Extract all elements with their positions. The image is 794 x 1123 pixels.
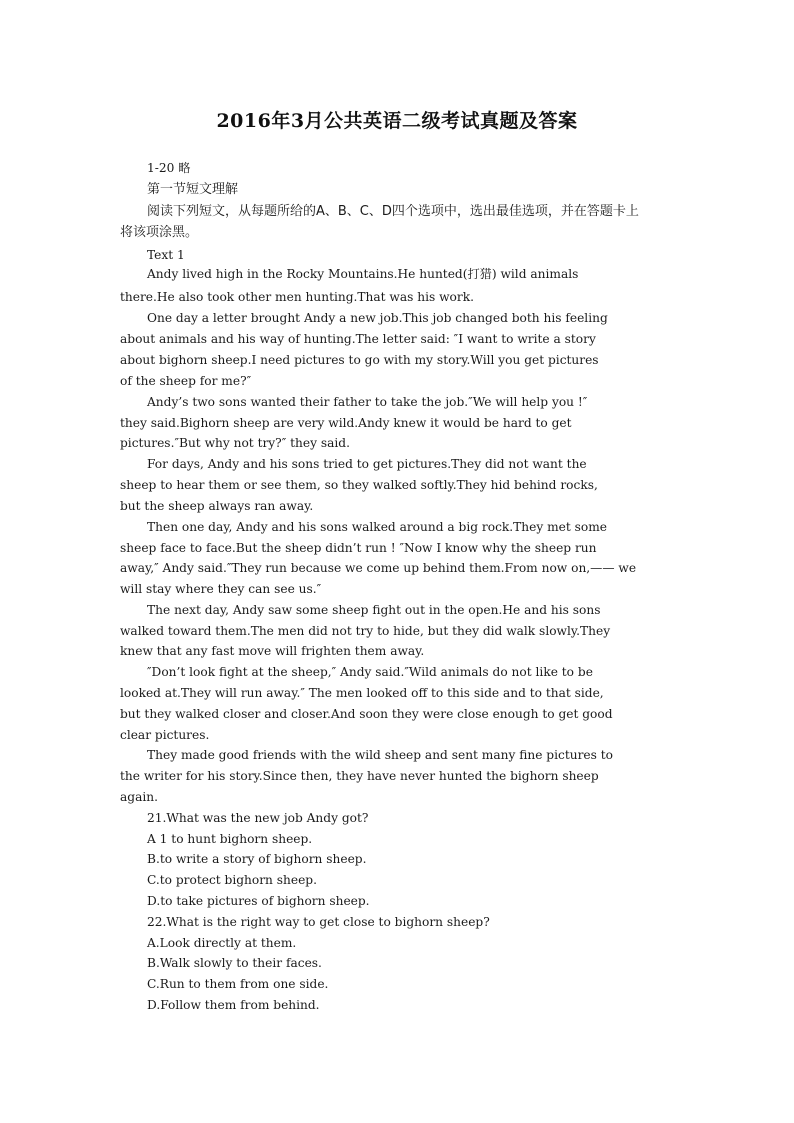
passage-line: but they walked closer and closer.And soon they were close enough to get good — [120, 707, 613, 721]
passage-line: Andy lived high in the Rocky Mountains.He hunted(打猎) wild animals — [147, 267, 579, 281]
question-option: D.Follow them from behind. — [147, 998, 320, 1012]
instruction-line: 将该项涂黑。 — [120, 225, 199, 240]
passage-line: will stay where they can see us.″ — [120, 582, 322, 596]
passage-line: knew that any fast move will frighten them away. — [120, 644, 425, 658]
passage-line: about animals and his way of hunting.The letter said: ″I want to write a story — [120, 332, 596, 346]
passage-line: Then one day, Andy and his sons walked around a big rock.They met some — [147, 520, 608, 534]
passage-line: sheep to hear them or see them, so they walked softly.They hid behind rocks, — [120, 478, 598, 492]
passage-line: the writer for his story.Since then, they have never hunted the bighorn sheep — [120, 769, 599, 783]
text-label: Text 1 — [147, 248, 185, 262]
passage-line: ″Don’t look fight at the sheep,″ Andy said.″Wild animals do not like to be — [147, 665, 593, 679]
passage-line: clear pictures. — [120, 728, 210, 742]
skip-note: 1-20 略 — [147, 161, 191, 175]
instruction-line: 阅读下列短文，从每题所给的A、B、C、D四个选项中，选出最佳选项，并在答题卡上 — [147, 204, 639, 219]
document-title: 2016年3月公共英语二级考试真题及答案 — [216, 110, 578, 132]
passage-line: there.He also took other men hunting.That was his work. — [120, 290, 474, 304]
passage-line: walked toward them.The men did not try to hide, but they did walk slowly.They — [120, 624, 611, 638]
question-option: A 1 to hunt bighorn sheep. — [147, 832, 313, 846]
question-stem: 22.What is the right way to get close to bighorn sheep? — [147, 915, 490, 929]
question-option: B.to write a story of bighorn sheep. — [147, 852, 367, 866]
passage-line: of the sheep for me?″ — [120, 374, 252, 388]
question-stem: 21.What was the new job Andy got? — [147, 811, 369, 825]
passage-line: pictures.″But why not try?″ they said. — [120, 436, 350, 450]
question-option: C.to protect bighorn sheep. — [147, 873, 317, 887]
passage-line: For days, Andy and his sons tried to get pictures.They did not want the — [147, 457, 587, 471]
passage-line: looked at.They will run away.″ The men looked off to this side and to that side, — [120, 686, 604, 700]
question-option: C.Run to them from one side. — [147, 977, 329, 991]
passage-line: They made good friends with the wild sheep and sent many fine pictures to — [147, 748, 613, 762]
passage-line: The next day, Andy saw some sheep fight out in the open.He and his sons — [147, 603, 601, 617]
passage-line: One day a letter brought Andy a new job.This job changed both his feeling — [147, 311, 608, 325]
question-option: B.Walk slowly to their faces. — [147, 956, 322, 970]
section-heading: 第一节短文理解 — [147, 182, 239, 197]
passage-line: Andy’s two sons wanted their father to take the job.″We will help you !″ — [147, 395, 588, 409]
question-option: A.Look directly at them. — [147, 936, 297, 950]
passage-line: again. — [120, 790, 158, 804]
question-option: D.to take pictures of bighorn sheep. — [147, 894, 370, 908]
passage-line: about bighorn sheep.I need pictures to go with my story.Will you get pictures — [120, 353, 599, 367]
passage-line: they said.Bighorn sheep are very wild.Andy knew it would be hard to get — [120, 416, 572, 430]
passage-line: away,″ Andy said.″They run because we come up behind them.From now on,—— we — [120, 561, 637, 575]
passage-line: but the sheep always ran away. — [120, 499, 314, 513]
passage-line: sheep face to face.But the sheep didn’t run ! ″Now I know why the sheep run — [120, 541, 597, 555]
